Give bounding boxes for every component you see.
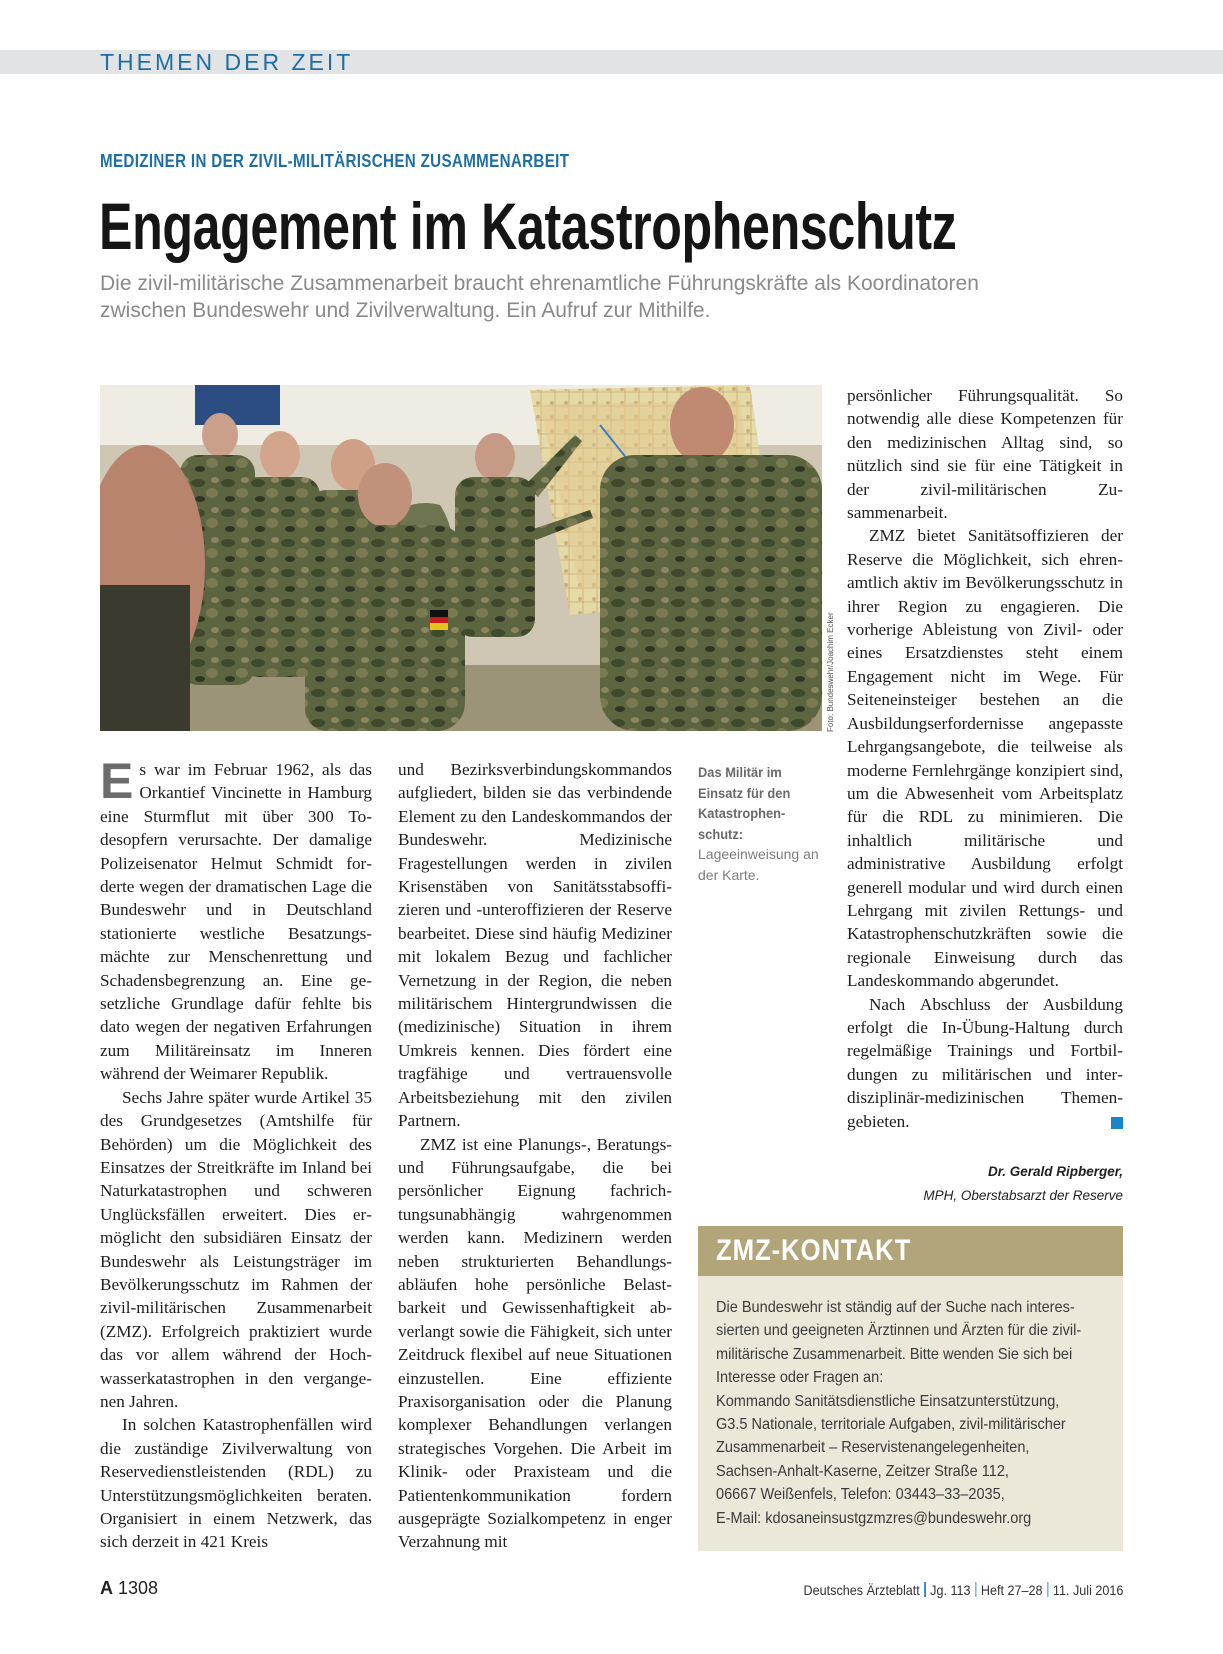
text-column-3 <box>847 384 1123 1133</box>
end-mark-icon <box>1111 1117 1123 1129</box>
author-block <box>847 1160 1123 1208</box>
contact-box-header <box>698 1226 1123 1276</box>
article-photo <box>100 385 822 731</box>
contact-line: Die Bundeswehr ist ständig auf der Suche nach interes- <box>716 1299 1075 1316</box>
article-standfirst <box>100 270 1100 324</box>
paragraph-text: Nach Abschluss der Ausbildung erfolgt die In-Übung-Haltung durch regelmäßige Trainings und Fortbildungen zu militärischen und interdisziplinär-medizinischen Themengebieten. <box>847 994 1123 1131</box>
journal-info <box>803 1582 1123 1598</box>
author-title: MPH, Oberstabsarzt der Reserve <box>923 1188 1123 1203</box>
standfirst-line: Die zivil-militärische Zusammenarbeit braucht ehrenamtliche Führungskräfte als Koordinatoren <box>100 272 979 295</box>
contact-line: Kommando Sanitätsdienstliche Einsatzunterstützung, <box>716 1392 1060 1410</box>
contact-line: Zusammenarbeit – Reservistenangelegenheiten, <box>716 1439 1030 1457</box>
journal-date: 11. Juli 2016 <box>1052 1582 1123 1598</box>
contact-line: Interesse oder Fragen an: <box>716 1369 884 1387</box>
article-headline: Engagement im Katastrophenschutz <box>99 189 957 263</box>
standfirst-line: zwischen Bundeswehr und Zivilverwaltung. Ein Aufruf zur Mithilfe. <box>100 299 711 322</box>
separator <box>975 1582 976 1597</box>
paragraph <box>100 753 372 1086</box>
contact-line: sierten und geeigneten Ärztinnen und Ärzten für die zivil- <box>716 1322 1082 1340</box>
contact-line: Sachsen-Anhalt-Kaserne, Zeitzer Straße 112, <box>716 1462 1009 1480</box>
text-column-1 <box>100 753 372 1554</box>
separator <box>1047 1582 1048 1597</box>
paragraph <box>847 993 1123 1133</box>
contact-box-body <box>698 1276 1123 1530</box>
caption-text: Lageeinweisung an der Karte. <box>698 846 819 883</box>
journal-issue: Heft 27–28 <box>980 1582 1043 1598</box>
caption-heading: Das Militär im Einsatz für den Katastrophen- schutz: <box>698 764 791 842</box>
page-prefix: A <box>100 1578 113 1598</box>
text-column-2 <box>398 758 672 1554</box>
photo-caption <box>698 762 826 885</box>
drop-cap: E <box>100 753 134 809</box>
contact-line: G3.5 Nationale, territoriale Aufgaben, zivil-militärischer <box>716 1416 1066 1434</box>
soldiers-at-map-illustration <box>100 385 822 731</box>
section-label: THEMEN DER ZEIT <box>100 49 354 75</box>
contact-box-title: ZMZ-KONTAKT <box>716 1234 912 1267</box>
article-kicker: MEDIZINER IN DER ZIVIL-MILITÄRISCHEN ZUSAMMENARBEIT <box>100 150 570 171</box>
photo-credit-wrapper <box>826 612 836 852</box>
journal-volume: Jg. 113 <box>929 1582 971 1598</box>
contact-line: 06667 Weißenfels, Telefon: 03443–33–2035, <box>716 1486 1005 1504</box>
journal-name: Deutsches Ärzteblatt <box>803 1582 920 1598</box>
paragraph: ZMZ ist eine Planungs-, Beratungs- und Führungsaufgabe, die bei persönlicher Eignung fachrichtungsunabhängig wahrgenommen werden kann. Medizinern werden neben strukturierten Behandlungsabläufen hohe persönliche Belastbarkeit und Gewissenhaftigkeit abverlangt sowie die Fähigkeit, sich unter Zeitdruck flexibel auf neue Situationen einzustellen. Eine effiziente Praxisorganisation oder die Planung komplexer Behandlungen verlangen strategisches Vorgehen. Die Arbeit im Klinik- oder Praxisteam und die Patientenkommunikation fordern ausgeprägte Sozialkompetenz in enger Verzahnung mit <box>398 1134 672 1552</box>
page-number-value: 1308 <box>118 1578 159 1598</box>
contact-box <box>698 1226 1123 1551</box>
contact-email: E-Mail: kdosaneinsustgzmzres@bundeswehr.org <box>716 1509 1032 1527</box>
contact-line: militärische Zusammenarbeit. Bitte wenden Sie sich bei <box>716 1345 1073 1363</box>
paragraph: In solchen Katastrophenfällen wird die zuständige Zivilverwaltung von Reservedienstleistenden (RDL) zu Unterstützungsmöglichkeiten beraten. Organisiert in einem Netzwerk, das sich derzeit in 421 Kreis <box>100 1415 372 1552</box>
paragraph: persönlicher Führungsqualität. So notwendig alle diese Kompetenzen für den medizinischen Alltag sind, so nützlich sind sie für eine Tätigkeit in der zivil-militärischen Zusammenarbeit. <box>847 386 1123 523</box>
author-name: Dr. Gerald Ripberger, <box>987 1164 1123 1179</box>
paragraph-text: s war im Februar 1962, als das Orkantief Vincinette in Hamburg eine Sturmflut mit über 300 Todesopfern verursachte. Der damalige Polizeisenator Helmut Schmidt forderte wegen der dramatischen Lage die Bundeswehr und in Deutschland stationierte westliche Besatzungsmächte zur Menschenrettung und Schadensbegrenzung an. Eine gesetzliche Grundlage dafür fehlte bis dato wegen der negativen Erfahrungen zum Militäreinsatz im Inneren während der Weimarer Republik. <box>100 760 372 1084</box>
paragraph: und Bezirksverbindungskommandos aufgliedert, bilden sie das verbindende Element zu den Landeskommandos der Bundeswehr. Medizinische Fragestellungen werden in zivilen Krisenstäben von Sanitätsstabsoffizieren und -unteroffizieren der Reserve bearbeitet. Diese sind häufig Mediziner mit lokalem Bezug und fachlicher Vernetzung in der Region, die neben militärischem Hintergrundwissen die (medizinische) Situation in ihrem Umkreis kennen. Dies fördert eine tragfähige und vertrauensvolle Arbeitsbeziehung mit den zivilen Partnern. <box>398 760 672 1131</box>
separator <box>924 1582 925 1597</box>
page-number <box>100 1578 158 1599</box>
paragraph: Sechs Jahre später wurde Artikel 35 des Grundgesetzes (Amtshilfe für Behörden) um die Möglichkeit des Einsatzes der Streitkräfte im Inland bei Naturkatastrophen und schweren Unglücksfällen erweitert. Dies ermöglicht den subsidiären Einsatz der Bundeswehr als Leistungsträger im Bevölkerungsschutz im Rahmen der zivil-militärischen Zusammenarbeit (ZMZ). Erfolgreich praktiziert wurde das vor allem während der Hochwasserkatastrophen in den vergangenen Jahren. <box>100 1087 372 1411</box>
paragraph: ZMZ bietet Sanitätsoffizieren der Reserve die Möglichkeit, sich ehrenamtlich aktiv im Bevölkerungsschutz in ihrer Region zu engagieren. Die vorherige Ableistung von Zivil- oder eines Ersatzdienstes steht einem Engagement nicht im Wege. Für Seiteneinsteiger bestehen an die Ausbildungserfordernisse angepasste Lehrgangsangebote, die teilweise als moderne Fernlehrgänge konzipiert sind, um die Abwesenheit vom Arbeitsplatz für die RDL zu minimieren. Die inhaltlich militärische und administrative Ausbildung erfolgt generell modular und wird durch einen Lehrgang mit zivilen Rettungs- und Katastrophenschutzkräften sowie die regionale Einweisung durch das Landeskommando abgerundet. <box>847 526 1123 991</box>
photo-credit: Foto: Bundeswehr/Joachim Ecker <box>826 612 835 732</box>
